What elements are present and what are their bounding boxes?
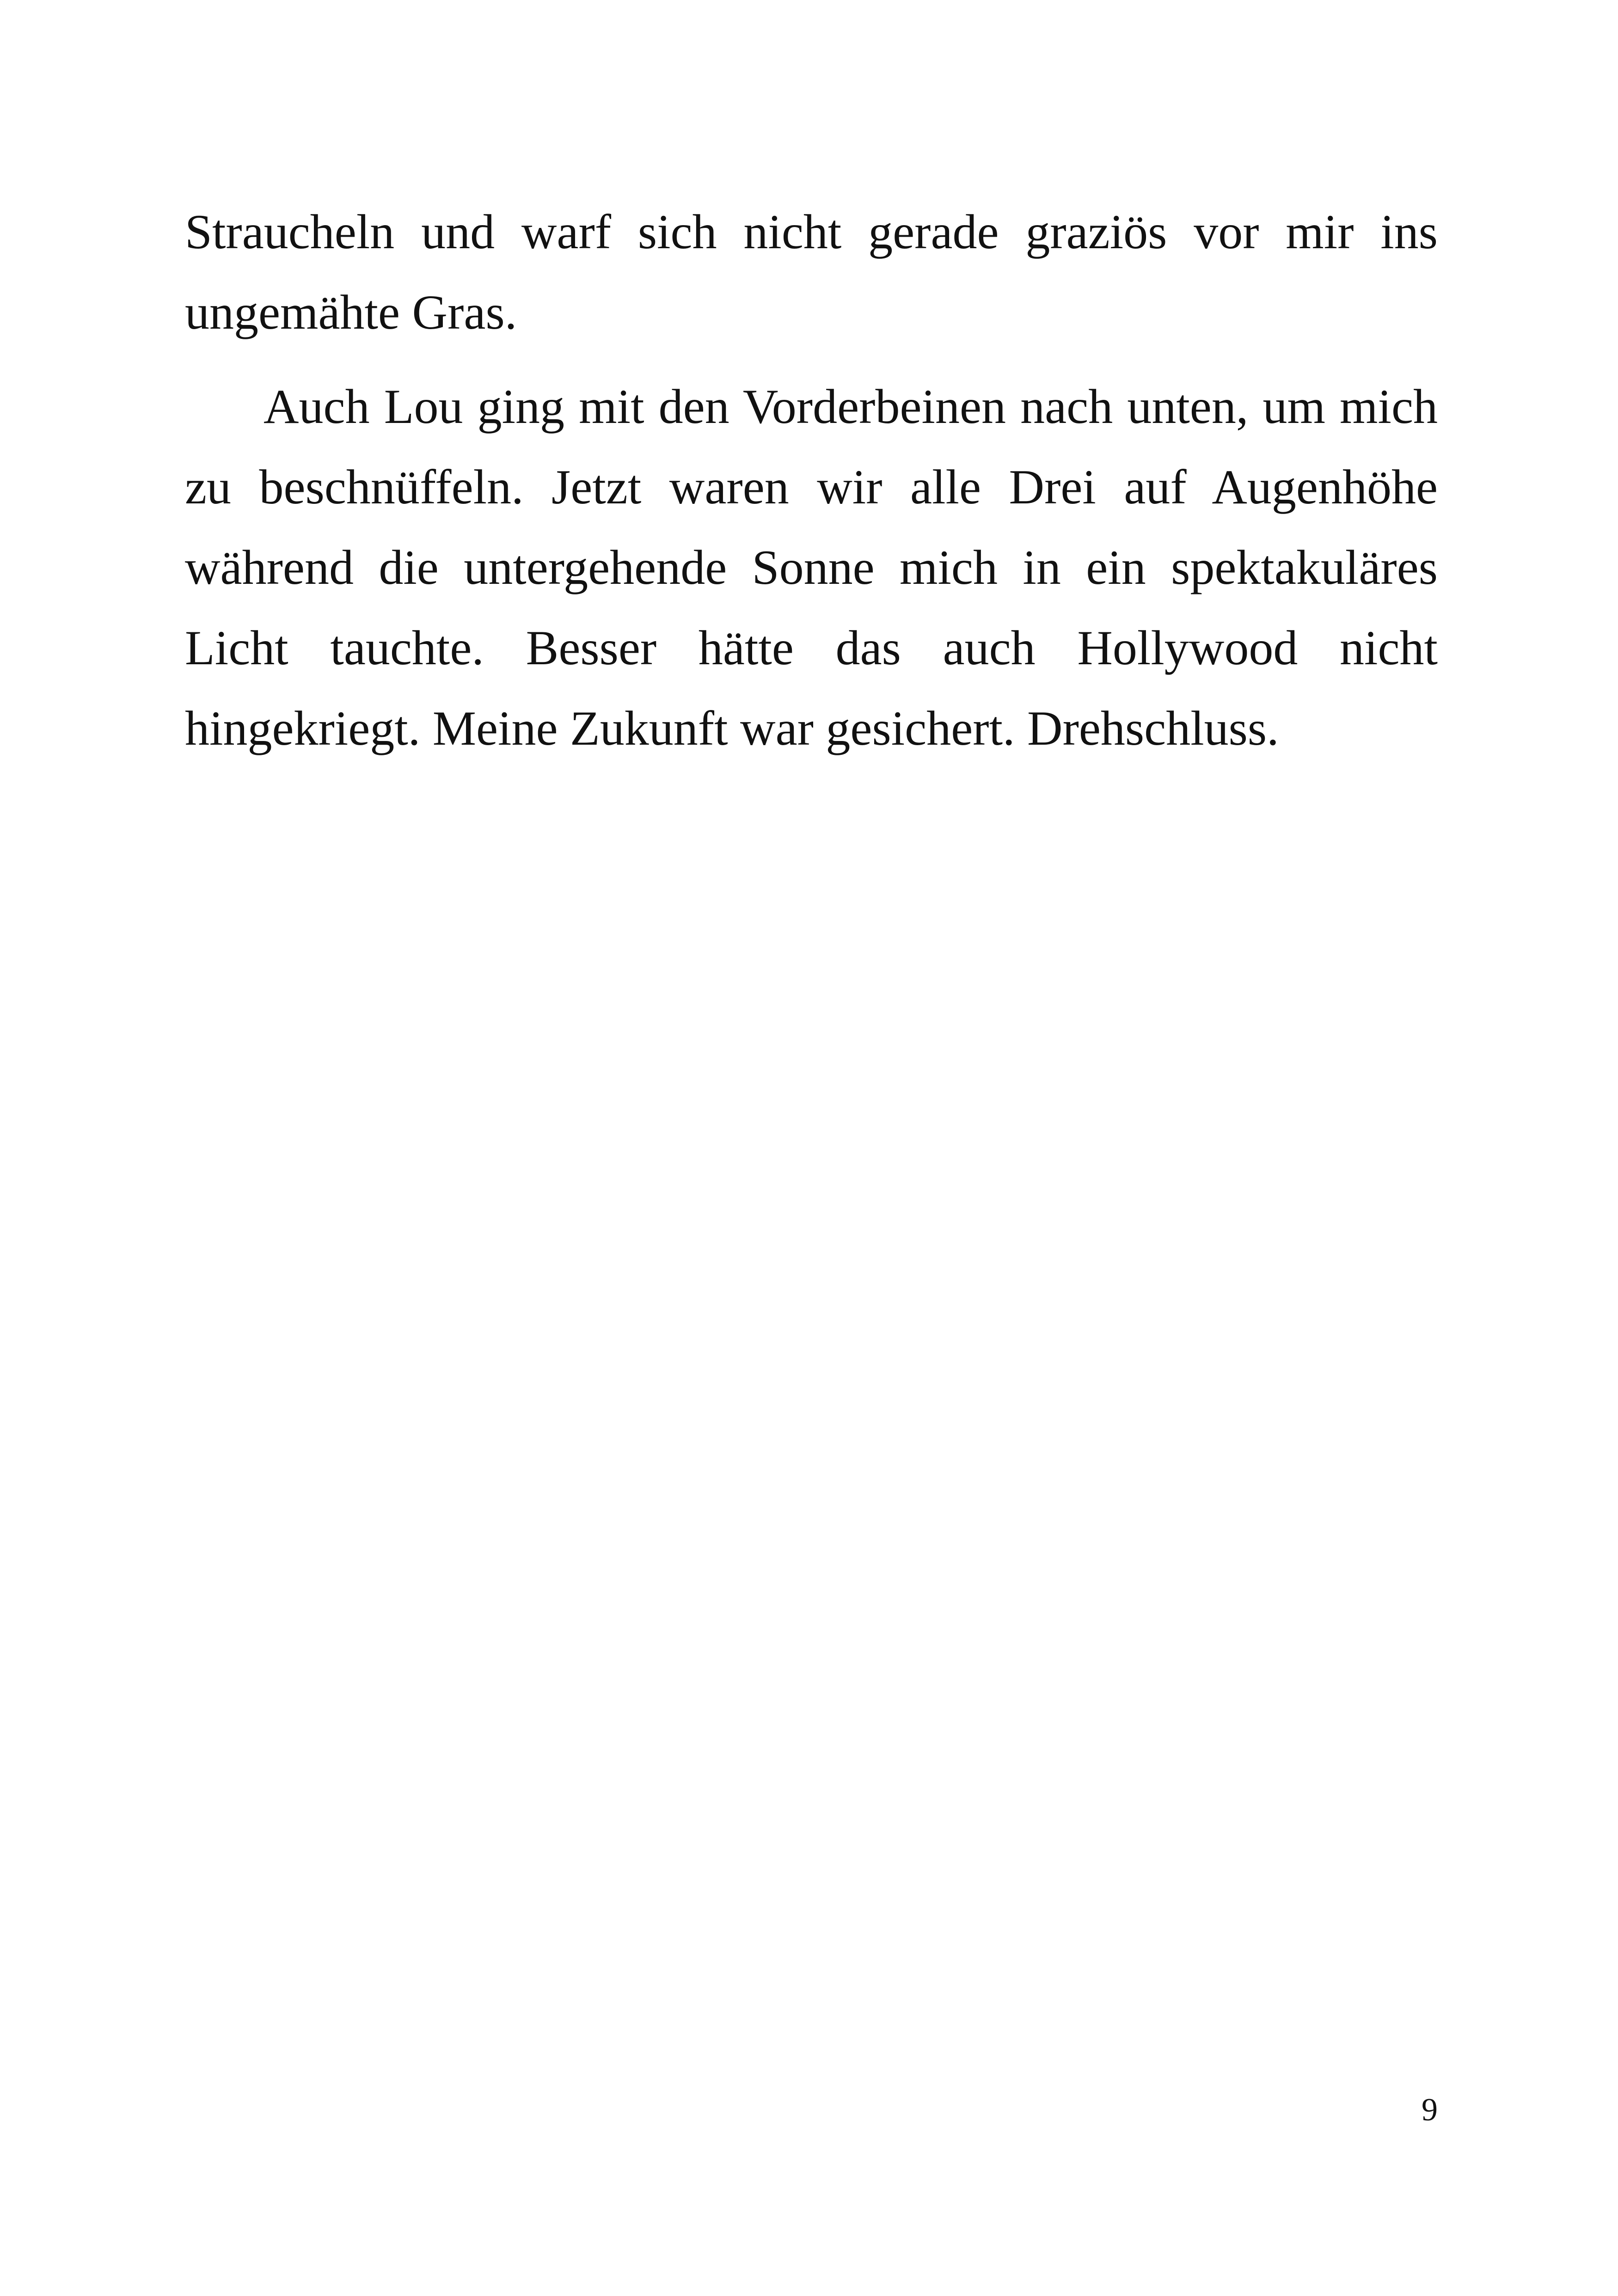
body-text [185, 192, 1438, 769]
paragraph-2: Auch Lou ging mit den Vorderbeinen nach unten, um mich zu beschnüffeln. Jetzt waren wir alle Drei auf Augenhöhe während die untergehende Sonne mich in ein spektakuläres Licht tauchte. Besser hätte das auch Hollywood nicht hingekriegt. Meine Zukunft war gesichert. Drehschluss. [185, 380, 1438, 755]
paragraph-1: Straucheln und warf sich nicht gerade graziös vor mir ins ungemähte Gras. [185, 205, 1438, 339]
page-number: 9 [1422, 2092, 1438, 2128]
